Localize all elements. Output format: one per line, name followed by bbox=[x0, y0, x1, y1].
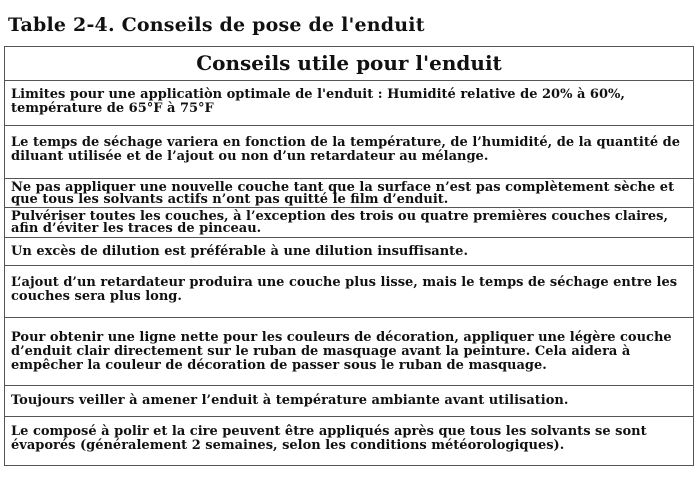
table-row: Limites pour une applicatiòn optimale de l'enduit : Humidité relative de 20% à 60%, température de 65°F à 75°F bbox=[5, 80, 693, 125]
table-row: Un excès de dilution est préférable à une dilution insuffisante. bbox=[5, 237, 693, 265]
table-row: Ne pas appliquer une nouvelle couche tant que la surface n’est pas complètement sèche et que tous les solvants actifs n’ont pas quitté le film d’enduit. bbox=[5, 178, 693, 207]
table-row: Pour obtenir une ligne nette pour les couleurs de décoration, appliquer une légère couche d’enduit clair directement sur le ruban de masquage avant la peinture. Cela aidera à empêcher la couleur de décoration de passer sous le ruban de masquage. bbox=[5, 317, 693, 385]
table-row: L’ajout d’un retardateur produira une couche plus lisse, mais le temps de séchage entre les couches sera plus long. bbox=[5, 265, 693, 317]
tips-table bbox=[4, 46, 694, 466]
table-caption: Table 2-4. Conseils de pose de l'enduit bbox=[8, 14, 425, 36]
table-row: Le temps de séchage variera en fonction de la température, de l’humidité, de la quantité de diluant utilisée et de l’ajout ou non d’un retardateur au mélange. bbox=[5, 125, 693, 178]
table-header: Conseils utile pour l'enduit bbox=[5, 47, 693, 81]
table-row: Le composé à polir et la cire peuvent être appliqués après que tous les solvants se sont évaporés (généralement 2 semaines, selon les conditions météorologiques). bbox=[5, 416, 693, 466]
table-row: Pulvériser toutes les couches, à l’exception des trois ou quatre premières couches claires, afin d’éviter les traces de pinceau. bbox=[5, 207, 693, 237]
table-row: Toujours veiller à amener l’enduit à température ambiante avant utilisation. bbox=[5, 385, 693, 416]
